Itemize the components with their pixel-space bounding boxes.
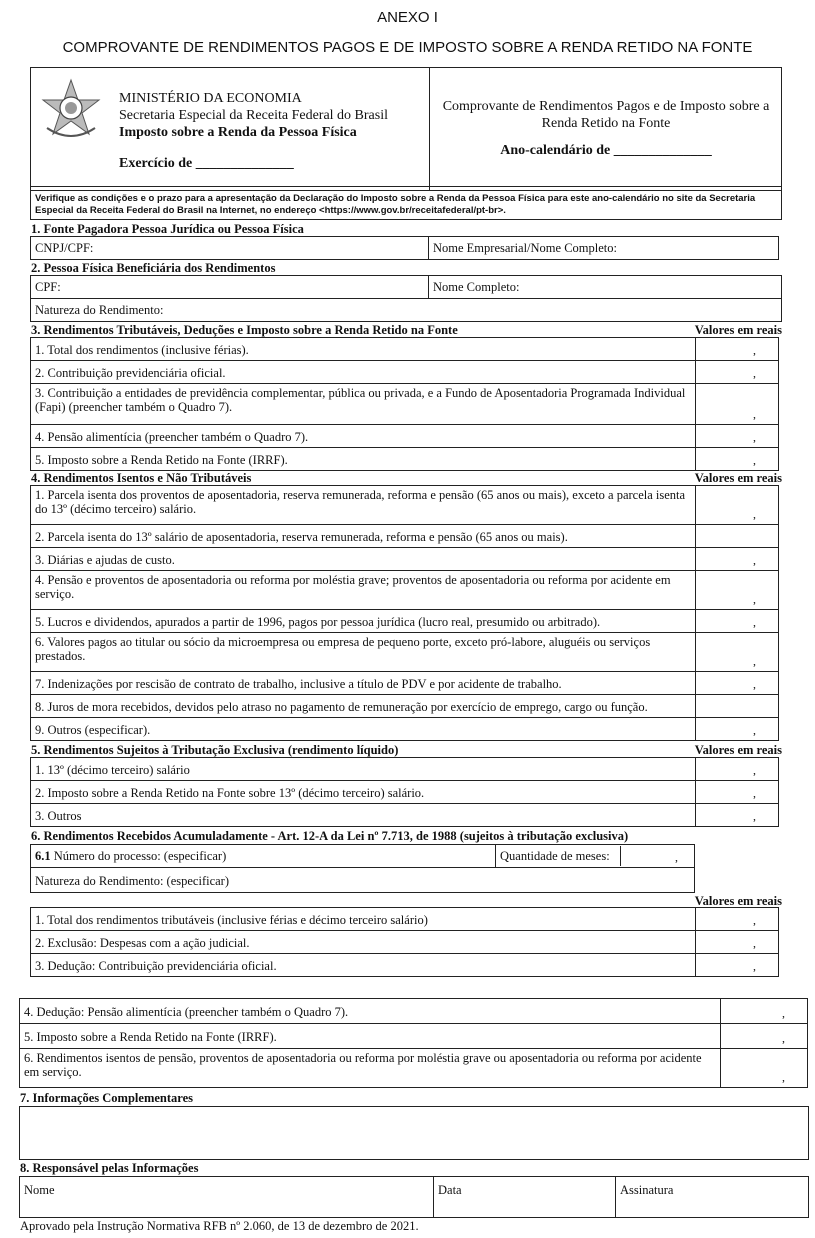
line-item-label-cell <box>30 632 696 672</box>
decimal-comma: , <box>782 1006 785 1020</box>
line-item-label: 3. Dedução: Contribuição previdenciária oficial. <box>35 959 277 973</box>
decimal-comma: , <box>782 1070 785 1084</box>
decimal-comma: , <box>753 615 756 629</box>
line-item-label: 9. Outros (especificar). <box>35 723 151 737</box>
line-item-label-cell <box>30 447 696 471</box>
value-field[interactable] <box>695 485 779 525</box>
line-item-label: 1. Total dos rendimentos (inclusive férias). <box>35 343 249 357</box>
value-field[interactable] <box>695 953 779 977</box>
responsible-signature-field[interactable] <box>615 1176 809 1218</box>
line-item-label-cell <box>30 953 696 977</box>
value-field[interactable] <box>695 803 779 827</box>
months-field[interactable] <box>495 844 695 868</box>
notice-box <box>30 190 782 220</box>
line-item-label-cell <box>30 424 696 448</box>
line-item-label-cell <box>30 717 696 741</box>
line-item-label-cell <box>30 547 696 571</box>
section-7-title: 7. Informações Complementares <box>20 1091 193 1105</box>
process-nature-field[interactable] <box>30 867 695 893</box>
value-field[interactable] <box>695 524 779 548</box>
line-item-label-cell <box>30 570 696 610</box>
exercise-field[interactable]: Exercício de ______________ <box>119 156 294 171</box>
coat-of-arms-icon <box>39 78 103 142</box>
process-number-text: Número do processo: (especificar) <box>53 849 227 863</box>
line-item-label-cell <box>30 337 696 361</box>
complementary-info-field[interactable] <box>19 1106 809 1160</box>
line-item-label-cell <box>30 524 696 548</box>
beneficiary-cpf-field[interactable] <box>30 275 429 299</box>
line-item-label-cell <box>30 694 696 718</box>
value-field[interactable] <box>695 424 779 448</box>
income-nature-label: Natureza do Rendimento: <box>35 303 164 317</box>
line-item-label-cell <box>30 930 696 954</box>
values-header-4: Valores em reais <box>694 471 782 485</box>
value-field[interactable] <box>695 930 779 954</box>
line-item-label: 3. Contribuição a entidades de previdência complementar, pública ou privada, e a Fundo de Aposentadoria Programada Individual (Fapi) (preencher também o Quadro 7). <box>35 386 686 414</box>
calendar-year-field[interactable]: Ano-calendário de ______________ <box>500 143 712 158</box>
line-item-label-cell <box>30 609 696 633</box>
line-item-label: 8. Juros de mora recebidos, devidos pelo atraso no pagamento de remuneração por exercício de emprego, cargo ou função. <box>35 700 648 714</box>
value-field[interactable] <box>720 1048 808 1088</box>
header-divider <box>429 68 430 191</box>
section-4-title: 4. Rendimentos Isentos e Não Tributáveis <box>31 471 252 485</box>
value-field[interactable] <box>695 780 779 804</box>
decimal-comma: , <box>753 343 756 357</box>
line-item-label: 2. Contribuição previdenciária oficial. <box>35 366 226 380</box>
line-item-label: 2. Exclusão: Despesas com a ação judicial. <box>35 936 250 950</box>
decimal-comma: , <box>753 677 756 691</box>
months-comma: , <box>675 850 678 864</box>
decimal-comma: , <box>753 453 756 467</box>
decimal-comma: , <box>753 507 756 521</box>
ministry-name: MINISTÉRIO DA ECONOMIA <box>119 91 302 106</box>
line-item-label: 3. Diárias e ajudas de custo. <box>35 553 175 567</box>
line-item-label: 5. Lucros e dividendos, apurados a partir de 1996, pagos por pessoa jurídica (lucro real, presumido ou arbitrado). <box>35 615 601 629</box>
decimal-comma: , <box>753 654 756 668</box>
value-field[interactable] <box>695 609 779 633</box>
value-field[interactable] <box>695 694 779 718</box>
decimal-comma: , <box>753 592 756 606</box>
line-item-label: 4. Dedução: Pensão alimentícia (preencher também o Quadro 7). <box>24 1005 349 1019</box>
section-3-title: 3. Rendimentos Tributáveis, Deduções e Imposto sobre a Renda Retido na Fonte <box>31 323 458 337</box>
line-item-label: 6. Rendimentos isentos de pensão, proventos de aposentadoria ou reforma por moléstia grave ou aposentadoria ou reforma por acidente em serviço. <box>24 1051 702 1079</box>
footer-note: Aprovado pela Instrução Normativa RFB nº 2.060, de 13 de dezembro de 2021. <box>20 1219 419 1233</box>
section-5-title: 5. Rendimentos Sujeitos à Tributação Exclusiva (rendimento líquido) <box>31 743 399 757</box>
decimal-comma: , <box>753 407 756 421</box>
line-item-label-cell <box>30 485 696 525</box>
decimal-comma: , <box>782 1031 785 1045</box>
line-item-label: 2. Imposto sobre a Renda Retido na Fonte sobre 13º (décimo terceiro) salário. <box>35 786 425 800</box>
line-item-label: 3. Outros <box>35 809 82 823</box>
value-field[interactable] <box>695 570 779 610</box>
beneficiary-cpf-label: CPF: <box>35 280 61 294</box>
line-item-label: 4. Pensão alimentícia (preencher também o Quadro 7). <box>35 430 309 444</box>
process-number-code: 6.1 <box>35 849 51 863</box>
decimal-comma: , <box>753 430 756 444</box>
value-field[interactable] <box>695 360 779 384</box>
line-item-label: 5. Imposto sobre a Renda Retido na Fonte (IRRF). <box>24 1030 277 1044</box>
decimal-comma: , <box>753 366 756 380</box>
value-field[interactable] <box>695 337 779 361</box>
header-box <box>30 67 782 191</box>
beneficiary-name-label: Nome Completo: <box>433 280 520 294</box>
line-item-label-cell <box>30 671 696 695</box>
value-field[interactable] <box>695 757 779 781</box>
payer-name-field[interactable] <box>428 236 779 260</box>
decimal-comma: , <box>753 553 756 567</box>
section-6-title: 6. Rendimentos Recebidos Acumuladamente - Art. 12-A da Lei nº 7.713, de 1988 (sujeitos à tributação exclusiva) <box>31 829 629 843</box>
process-number-field[interactable] <box>30 844 496 868</box>
value-field[interactable] <box>720 1023 808 1049</box>
line-item-label: 4. Pensão e proventos de aposentadoria ou reforma por moléstia grave; proventos de aposentadoria ou reforma por acidente em serviço. <box>35 573 671 601</box>
decimal-comma: , <box>753 913 756 927</box>
income-nature-field[interactable] <box>30 298 782 322</box>
line-item-label: 5. Imposto sobre a Renda Retido na Fonte (IRRF). <box>35 453 288 467</box>
line-item-label: 6. Valores pagos ao titular ou sócio da microempresa ou empresa de pequeno porte, exceto pró-labore, aluguéis ou serviços prestados. <box>35 635 651 663</box>
line-item-label-cell <box>30 803 696 827</box>
values-header-5: Valores em reais <box>694 743 782 757</box>
line-item-label: 1. Parcela isenta dos proventos de aposentadoria, reserva remunerada, reforma e pensão (65 anos ou mais), exceto a parcela isenta do 13º (décimo terceiro) salário. <box>35 488 686 516</box>
decimal-comma: , <box>753 723 756 737</box>
responsible-date-field[interactable] <box>433 1176 616 1218</box>
line-item-label-cell <box>30 757 696 781</box>
values-header-6: Valores em reais <box>694 894 782 908</box>
responsible-date-label: Data <box>438 1183 462 1197</box>
line-item-label: 1. 13º (décimo terceiro) salário <box>35 763 190 777</box>
decimal-comma: , <box>753 959 756 973</box>
payer-name-label: Nome Empresarial/Nome Completo: <box>433 241 617 255</box>
responsible-name-field[interactable] <box>19 1176 434 1218</box>
value-field[interactable] <box>695 447 779 471</box>
line-item-label: 7. Indenizações por rescisão de contrato de trabalho, inclusive a título de PDV e por acidente de trabalho. <box>35 677 562 691</box>
page-title: COMPROVANTE DE RENDIMENTOS PAGOS E DE IMPOSTO SOBRE A RENDA RETIDO NA FONTE <box>62 39 753 56</box>
responsible-name-label: Nome <box>24 1183 55 1197</box>
values-header-3: Valores em reais <box>694 323 782 337</box>
value-field[interactable] <box>695 671 779 695</box>
payer-cnpj-label: CNPJ/CPF: <box>35 241 94 255</box>
value-field[interactable] <box>695 907 779 931</box>
decimal-comma: , <box>753 786 756 800</box>
value-field[interactable] <box>695 632 779 672</box>
value-field[interactable] <box>695 717 779 741</box>
annex-label: ANEXO I <box>377 9 438 26</box>
line-item-label-cell <box>19 998 721 1024</box>
line-item-label-cell <box>19 1023 721 1049</box>
value-field[interactable] <box>720 998 808 1024</box>
value-field[interactable] <box>695 547 779 571</box>
value-field[interactable] <box>695 383 779 425</box>
secretariat-name: Secretaria Especial da Receita Federal do Brasil <box>119 108 388 123</box>
tax-name: Imposto sobre a Renda da Pessoa Física <box>119 125 357 140</box>
line-item-label-cell <box>30 907 696 931</box>
process-nature-label: Natureza do Rendimento: (especificar) <box>35 874 230 888</box>
notice-text: Verifique as condições e o prazo para a apresentação da Declaração do Imposto sobre a Renda da Pessoa Física para este ano-calendário no site da Secretaria Especial da Receita Federal do Brasil na Internet, no endereço <https://www.gov.br/receitafederal/pt-br>. <box>35 193 756 216</box>
line-item-label-cell <box>30 383 696 425</box>
line-item-label: 2. Parcela isenta do 13º salário de aposentadoria, reserva remunerada, reforma e pensão (65 anos ou mais). <box>35 530 568 544</box>
line-item-label-cell <box>19 1048 721 1088</box>
months-input-divider <box>620 846 621 866</box>
header-bottom-line <box>31 186 782 187</box>
decimal-comma: , <box>753 809 756 823</box>
payer-cnpj-field[interactable] <box>30 236 429 260</box>
receipt-title: Comprovante de Rendimentos Pagos e de Imposto sobre a Renda Retido na Fonte <box>442 99 770 131</box>
decimal-comma: , <box>753 763 756 777</box>
months-label: Quantidade de meses: <box>500 849 610 863</box>
line-item-label: 1. Total dos rendimentos tributáveis (inclusive férias e décimo terceiro salário) <box>35 913 428 927</box>
process-number-label <box>35 849 226 863</box>
line-item-label-cell <box>30 360 696 384</box>
section-2-title: 2. Pessoa Física Beneficiária dos Rendimentos <box>31 261 276 275</box>
decimal-comma: , <box>753 936 756 950</box>
responsible-signature-label: Assinatura <box>620 1183 674 1197</box>
line-item-label-cell <box>30 780 696 804</box>
section-8-title: 8. Responsável pelas Informações <box>20 1161 199 1175</box>
beneficiary-name-field[interactable] <box>428 275 782 299</box>
section-1-title: 1. Fonte Pagadora Pessoa Jurídica ou Pessoa Física <box>31 222 304 236</box>
